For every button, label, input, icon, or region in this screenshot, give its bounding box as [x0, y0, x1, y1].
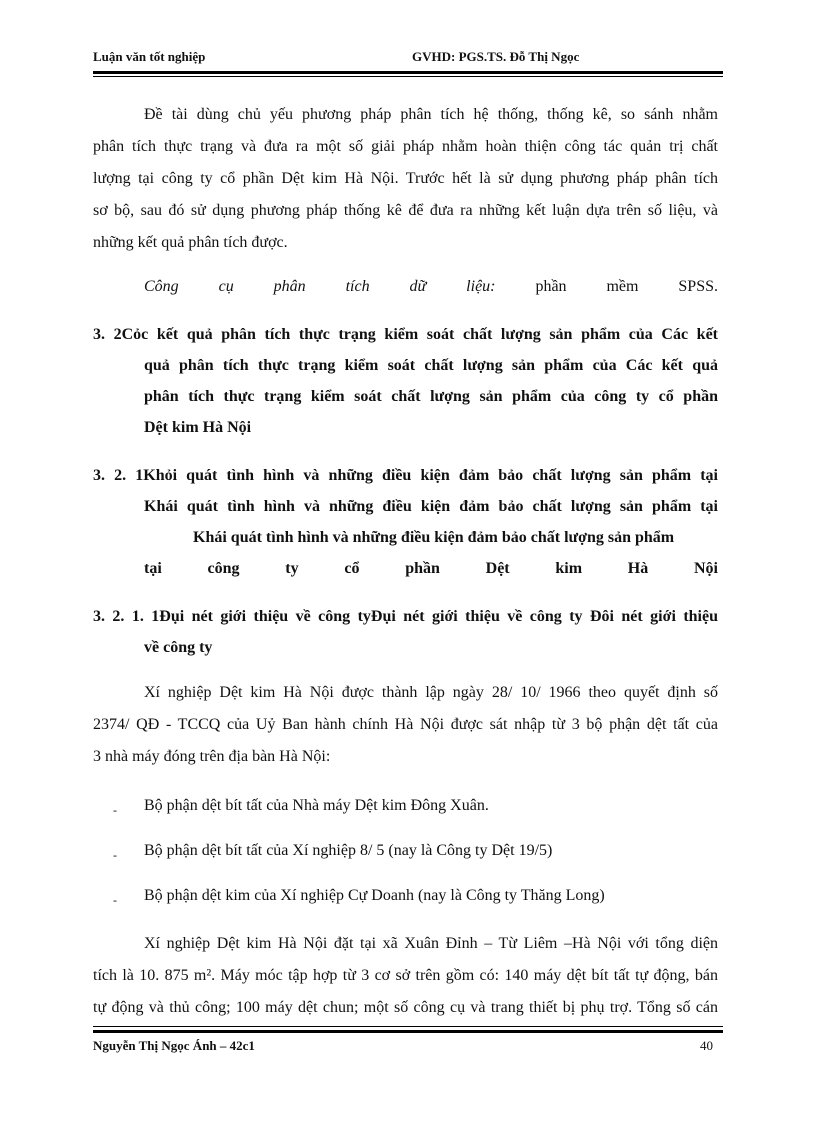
heading-3-2: [93, 319, 718, 443]
heading-text: Khỏi quát tình hình và những điều kiện đảm bảo chất lượng sản phẩm tại: [143, 467, 719, 484]
paragraph-line: Xí nghiệp Dệt kim Hà Nội được thành lập ngày 28/ 10/ 1966 theo quyết định số: [144, 684, 718, 701]
heading-text: Đụi nét giới thiệu về công tyĐụi nét giới thiệu về công ty Đôi nét giới thiệu: [159, 608, 719, 625]
paragraph-line: Đề tài dùng chủ yếu phương pháp phân tích hệ thống, thống kê, so sánh nhằm: [144, 106, 718, 123]
heading-line: [93, 319, 718, 350]
header-thesis-label: Luận văn tốt nghiệp: [93, 49, 206, 64]
bullet-marker: -: [113, 893, 117, 907]
bullet-marker: -: [113, 803, 117, 817]
heading-3-2-1-1: [93, 601, 718, 663]
heading-line: Dệt kim Hà Nội: [144, 419, 252, 436]
heading-3-2-1: [93, 460, 718, 584]
list-item-text: Bộ phận dệt kim của Xí nghiệp Cự Doanh (nay là Công ty Thăng Long): [144, 887, 605, 904]
tool-value: phần mềm SPSS.: [535, 278, 718, 295]
paragraph-location: [93, 928, 718, 1024]
analysis-tool-line: [144, 271, 718, 303]
footer-author: Nguyễn Thị Ngọc Ánh – 42c1: [93, 1038, 255, 1053]
header-rule-thick: [93, 71, 723, 74]
heading-number: 3. 2. 1: [93, 467, 144, 484]
heading-line: về công ty: [144, 639, 213, 656]
list-item-text: Bộ phận dệt bít tất của Nhà máy Dệt kim Đông Xuân.: [144, 797, 489, 814]
paragraph-founding: [93, 677, 718, 773]
paragraph-methodology: [93, 99, 718, 259]
heading-line: quả phân tích thực trạng kiểm soát chất lượng sản phẩm của Các kết quả: [144, 357, 718, 374]
paragraph-line: 3 nhà máy đóng trên địa bàn Hà Nội:: [93, 748, 331, 765]
heading-line: phân tích thực trạng kiểm soát chất lượng sản phẩm của công ty cổ phần: [144, 388, 718, 405]
paragraph-line: phân tích thực trạng và đưa ra một số giải pháp nhằm hoàn thiện công tác quản trị chất: [93, 138, 718, 155]
paragraph-line: tự động và thủ công; 100 máy dệt chun; một số công cụ và trang thiết bị phụ trợ. Tổng số cán: [93, 999, 718, 1016]
paragraph-line: lượng tại công ty cổ phần Dệt kim Hà Nội. Trước hết là sử dụng phương pháp phân tích: [93, 170, 718, 187]
page-header: [93, 49, 723, 71]
bullet-marker: -: [113, 848, 117, 862]
list-item: [113, 840, 713, 866]
heading-line: [93, 460, 718, 491]
paragraph-line: tích là 10. 875 m². Máy móc tập hợp từ 3 cơ sở trên gồm có: 140 máy dệt bít tất tự động, bán: [93, 967, 718, 984]
heading-text: Cỏc kết quả phân tích thực trạng kiểm soát chất lượng sản phẩm của Các kết: [121, 326, 719, 343]
list-item-text: Bộ phận dệt bít tất của Xí nghiệp 8/ 5 (nay là Công ty Dệt 19/5): [144, 842, 553, 859]
heading-number: 3. 2: [93, 326, 122, 343]
heading-line: [93, 601, 718, 632]
paragraph-line: 2374/ QĐ - TCCQ của Uỷ Ban hành chính Hà Nội được sát nhập từ 3 bộ phận dệt tất của: [93, 716, 718, 733]
list-item: [113, 795, 713, 821]
header-rule-thin: [93, 76, 723, 77]
paragraph-line: Xí nghiệp Dệt kim Hà Nội đặt tại xã Xuân Đỉnh – Từ Liêm –Hà Nội với tổng diện: [144, 935, 718, 952]
paragraph-line: những kết quả phân tích được.: [93, 234, 288, 251]
heading-line: Khái quát tình hình và những điều kiện đảm bảo chất lượng sản phẩm: [193, 529, 675, 546]
heading-number: 3. 2. 1. 1: [93, 608, 160, 625]
header-advisor: GVHD: PGS.TS. Đỗ Thị Ngọc: [412, 49, 580, 64]
list-item: [113, 885, 713, 911]
tool-label: Công cụ phân tích dữ liệu:: [144, 278, 496, 295]
footer-rule-thin: [93, 1026, 723, 1027]
heading-line: tại công ty cổ phần Dệt kim Hà Nội: [144, 560, 718, 577]
page-number: 40: [700, 1038, 713, 1053]
heading-line: Khái quát tình hình và những điều kiện đảm bảo chất lượng sản phẩm tại: [144, 498, 718, 515]
footer-rule-thick: [93, 1030, 723, 1033]
paragraph-line: sơ bộ, sau đó sử dụng phương pháp thống kê để đưa ra những kết luận dựa trên số liệu, và: [93, 202, 718, 219]
